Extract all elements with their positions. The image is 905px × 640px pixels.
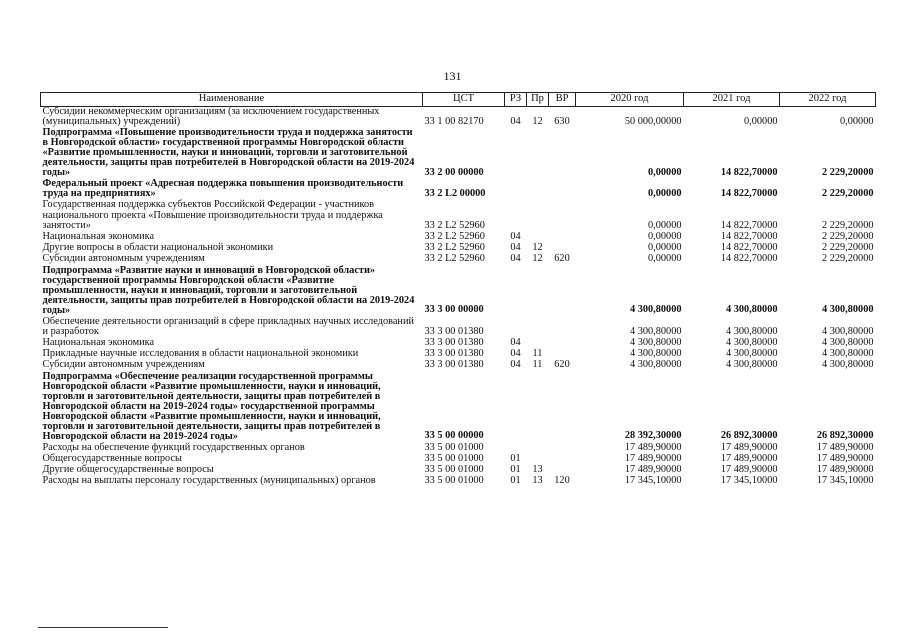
- cell-2020: 0,00000: [648, 231, 682, 243]
- cell-name: Расходы на выплаты персоналу государственных (муниципальных) органов: [42, 475, 376, 487]
- header-cst: ЦСТ: [423, 93, 505, 107]
- table-row: [41, 107, 876, 129]
- cell-cst: 33 3 00 01380: [424, 325, 484, 337]
- cell-name: Национальная экономика: [42, 337, 155, 349]
- cell-pr: [527, 266, 549, 317]
- cell-2022: 0,00000: [840, 116, 874, 128]
- cell-rz: [505, 372, 527, 443]
- cell-name: Государственная поддержка субъектов Российской Федерации - участников национального проекта «Повышение производительности труда и поддержка занятости»: [42, 199, 383, 231]
- cell-2020: 0,00000: [648, 219, 682, 231]
- cell-cst: 33 2 L2 00000: [424, 188, 486, 200]
- cell-vr: [549, 338, 576, 349]
- table-row: [41, 200, 876, 232]
- cell-rz: 04: [510, 253, 521, 265]
- cell-pr: [527, 200, 549, 232]
- cell-vr: 620: [554, 253, 570, 265]
- cell-vr: [549, 266, 576, 317]
- cell-2020: 4 300,80000: [630, 359, 682, 371]
- cell-2021: 17 345,10000: [720, 475, 778, 487]
- cell-2020: 28 392,30000: [624, 430, 682, 442]
- table-row: [41, 360, 876, 371]
- cell-rz: [505, 200, 527, 232]
- cell-2022: 2 229,20000: [822, 219, 874, 231]
- cell-name: Другие вопросы в области национальной экономики: [42, 242, 274, 254]
- cell-cst: 33 5 00 01000: [424, 464, 484, 476]
- cell-name: Подпрограмма «Обеспечение реализации государственной программы Новгородской области «Развитие промышленности, науки и инноваций, торговли и заготовительной деятельности, защиты прав потребителей в Новгородской области на 2019-2024 годы» государственной программы Новгородской области «Развитие промышленности, науки и инноваций, торговли и заготовительной деятельности, защиты прав потребителей в Новгородской области на 2019-2024 годы»: [42, 370, 381, 442]
- cell-2020: 4 300,80000: [630, 325, 682, 337]
- cell-name: Субсидии некоммерческим организациям (за исключением государственных (муниципальных) учреждений): [42, 106, 380, 128]
- cell-pr: 13: [532, 475, 543, 487]
- cell-cst: 33 3 00 00000: [424, 304, 484, 316]
- cell-cst: 33 3 00 01380: [424, 337, 484, 349]
- table-row: [41, 372, 876, 443]
- cell-name: Прикладные научные исследования в области национальной экономики: [42, 348, 359, 360]
- cell-2022: 17 489,90000: [816, 464, 874, 476]
- cell-2020: 17 489,90000: [624, 441, 682, 453]
- cell-2020: 0,00000: [648, 188, 682, 200]
- cell-2021: 4 300,80000: [726, 337, 778, 349]
- cell-2021: 17 489,90000: [720, 441, 778, 453]
- cell-2021: 0,00000: [744, 116, 778, 128]
- table-row: [41, 179, 876, 200]
- cell-pr: [527, 317, 549, 338]
- cell-rz: 04: [510, 231, 521, 243]
- cell-cst: 33 1 00 82170: [424, 116, 484, 128]
- cell-rz: [505, 179, 527, 200]
- cell-2020: 17 345,10000: [624, 475, 682, 487]
- cell-2021: 4 300,80000: [726, 359, 778, 371]
- cell-2021: 14 822,70000: [720, 188, 778, 200]
- cell-pr: 11: [532, 359, 543, 371]
- cell-rz: 04: [510, 359, 521, 371]
- cell-2022: 26 892,30000: [816, 430, 874, 442]
- cell-2021: 17 489,90000: [720, 464, 778, 476]
- cell-vr: [549, 454, 576, 465]
- header-2020: 2020 год: [576, 93, 684, 107]
- cell-rz: 04: [510, 348, 521, 360]
- cell-pr: 12: [532, 242, 543, 254]
- cell-2020: 0,00000: [648, 242, 682, 254]
- cell-name: Подпрограмма «Повышение производительности труда и поддержка занятости в Новгородской области» государственной программы Новгородской области «Развитие промышленности, науки и инноваций, торговли и заготовительной деятельности, защиты прав потребителей в Новгородской области на 2019-2024 годы»: [42, 127, 415, 179]
- cell-name: Расходы на обеспечение функций государственных органов: [42, 441, 305, 453]
- cell-vr: [549, 443, 576, 454]
- cell-rz: 04: [510, 242, 521, 254]
- cell-2022: 4 300,80000: [822, 325, 874, 337]
- cell-rz: [505, 128, 527, 179]
- cell-pr: 11: [532, 348, 543, 360]
- cell-rz: 01: [510, 452, 521, 464]
- cell-pr: [527, 128, 549, 179]
- table-body: [41, 107, 876, 488]
- page-number: 131: [443, 69, 462, 83]
- cell-vr: [549, 317, 576, 338]
- cell-cst: 33 2 L2 52960: [424, 231, 485, 243]
- cell-2020: 0,00000: [648, 167, 682, 179]
- table-row: [41, 254, 876, 265]
- header-name: Наименование: [41, 93, 423, 107]
- cell-2022: 2 229,20000: [822, 242, 874, 254]
- cell-cst: 33 2 L2 52960: [424, 219, 485, 231]
- cell-pr: 13: [532, 464, 543, 476]
- cell-pr: [527, 443, 549, 454]
- cell-rz: [505, 266, 527, 317]
- cell-2021: 14 822,70000: [720, 253, 778, 265]
- cell-vr: [549, 128, 576, 179]
- cell-2022: 17 489,90000: [816, 441, 874, 453]
- cell-name: Субсидии автономным учреждениям: [42, 253, 205, 265]
- cell-cst: 33 2 L2 52960: [424, 242, 485, 254]
- cell-name: Национальная экономика: [42, 231, 155, 243]
- cell-vr: [549, 179, 576, 200]
- cell-rz: 04: [510, 337, 521, 349]
- cell-cst: 33 5 00 01000: [424, 475, 484, 487]
- cell-cst: 33 3 00 01380: [424, 359, 484, 371]
- cell-vr: [549, 372, 576, 443]
- cell-2021: 14 822,70000: [720, 242, 778, 254]
- cell-2020: 4 300,80000: [630, 337, 682, 349]
- header-2021: 2021 год: [684, 93, 780, 107]
- cell-2020: 17 489,90000: [624, 452, 682, 464]
- cell-2020: 4 300,80000: [630, 304, 682, 316]
- budget-table: [40, 92, 876, 487]
- cell-cst: 33 2 L2 52960: [424, 253, 485, 265]
- cell-rz: 01: [510, 464, 521, 476]
- cell-2021: 14 822,70000: [720, 167, 778, 179]
- cell-vr: [549, 232, 576, 243]
- table-row: [41, 317, 876, 338]
- cell-2022: 4 300,80000: [822, 337, 874, 349]
- cell-rz: 04: [510, 116, 521, 128]
- cell-2021: 14 822,70000: [720, 219, 778, 231]
- cell-2022: 2 229,20000: [822, 231, 874, 243]
- cell-vr: 620: [554, 359, 570, 371]
- header-2022: 2022 год: [780, 93, 876, 107]
- cell-cst: 33 2 00 00000: [424, 167, 484, 179]
- cell-2021: 4 300,80000: [726, 325, 778, 337]
- cell-2020: 50 000,00000: [624, 116, 682, 128]
- cell-vr: [549, 200, 576, 232]
- cell-2022: 17 489,90000: [816, 452, 874, 464]
- cell-name: Общегосударственные вопросы: [42, 452, 182, 464]
- cell-2021: 17 489,90000: [720, 452, 778, 464]
- footnote-divider: [38, 627, 168, 628]
- cell-rz: [505, 317, 527, 338]
- cell-2020: 4 300,80000: [630, 348, 682, 360]
- cell-2022: 2 229,20000: [822, 188, 874, 200]
- cell-2022: 4 300,80000: [822, 359, 874, 371]
- table-header-row: [41, 93, 876, 107]
- cell-pr: 12: [532, 116, 543, 128]
- cell-pr: 12: [532, 253, 543, 265]
- cell-cst: 33 5 00 00000: [424, 430, 484, 442]
- table-row: [41, 128, 876, 179]
- cell-vr: 630: [554, 116, 570, 128]
- header-vr: ВР: [549, 93, 576, 107]
- cell-2021: 4 300,80000: [726, 348, 778, 360]
- cell-2022: 4 300,80000: [822, 304, 874, 316]
- cell-2022: 2 229,20000: [822, 253, 874, 265]
- cell-name: Подпрограмма «Развитие науки и инноваций в Новгородской области» государственной программы Новгородской области «Развитие промышленности, науки и инноваций, торговли и заготовительной деятельности, защиты прав потребителей в Новгородской области на 2019-2024 годы»: [42, 264, 415, 316]
- cell-2022: 17 345,10000: [816, 475, 874, 487]
- cell-2021: 4 300,80000: [726, 304, 778, 316]
- cell-name: Федеральный проект «Адресная поддержка повышения производительности труда на предприятиях»: [42, 178, 404, 200]
- cell-pr: [527, 179, 549, 200]
- header-pr: Пр: [527, 93, 549, 107]
- cell-cst: 33 5 00 01000: [424, 441, 484, 453]
- cell-pr: [527, 372, 549, 443]
- cell-rz: 01: [510, 475, 521, 487]
- cell-2020: 17 489,90000: [624, 464, 682, 476]
- cell-name: Другие общегосударственные вопросы: [42, 464, 214, 476]
- cell-cst: 33 3 00 01380: [424, 348, 484, 360]
- cell-2022: 2 229,20000: [822, 167, 874, 179]
- cell-name: Субсидии автономным учреждениям: [42, 359, 205, 371]
- cell-2020: 0,00000: [648, 253, 682, 265]
- cell-2021: 14 822,70000: [720, 231, 778, 243]
- cell-vr: 120: [554, 475, 570, 487]
- cell-2021: 26 892,30000: [720, 430, 778, 442]
- cell-name: Обеспечение деятельности организаций в сфере прикладных научных исследований и разработок: [42, 315, 414, 337]
- table-row: [41, 266, 876, 317]
- cell-2022: 4 300,80000: [822, 348, 874, 360]
- table-row: [41, 476, 876, 487]
- header-rz: РЗ: [505, 93, 527, 107]
- cell-cst: 33 5 00 01000: [424, 452, 484, 464]
